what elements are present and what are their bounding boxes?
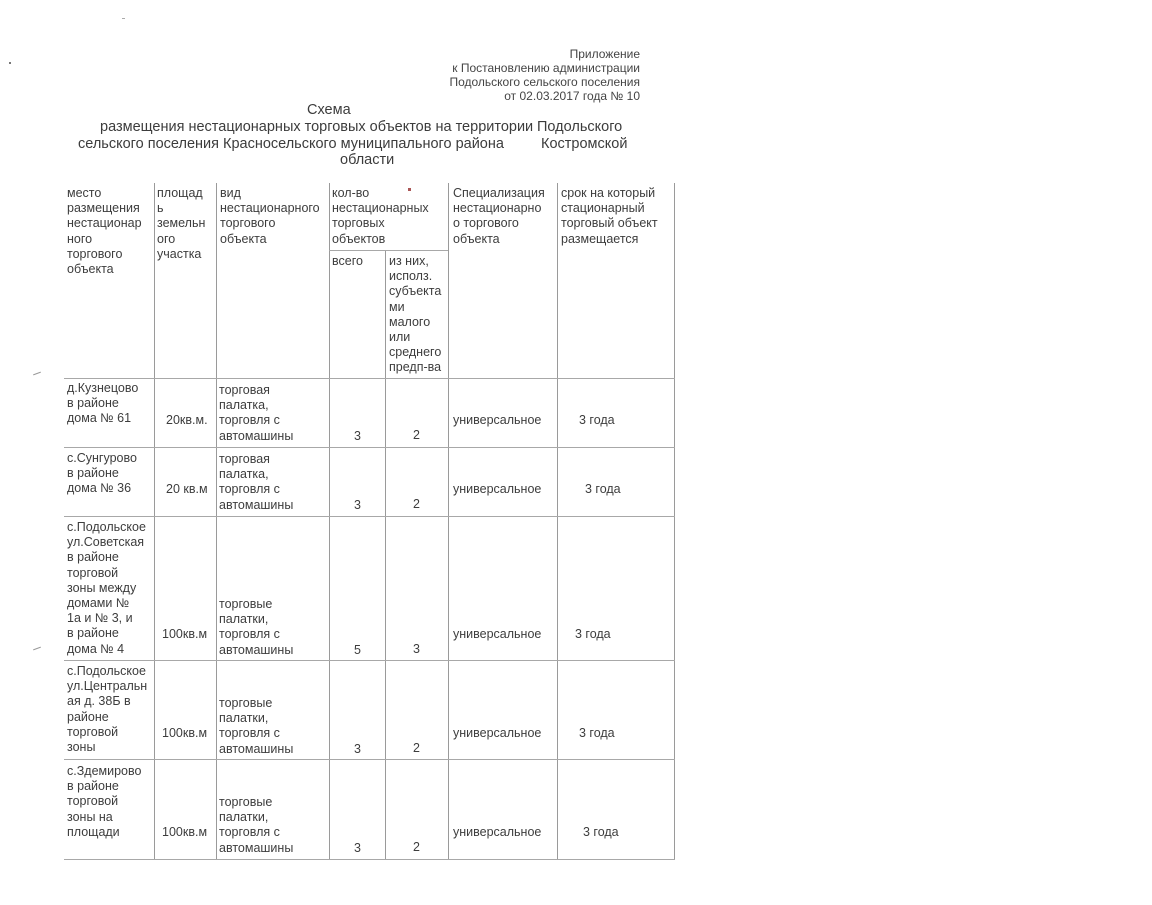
title-line-3b: Костромской (541, 136, 628, 152)
row-area: 100кв.м (162, 825, 208, 839)
row-place: д.Кузнецово в районе дома № 61 (67, 381, 139, 426)
row-term: 3 года (585, 482, 621, 496)
scan-speck (33, 647, 41, 651)
row-specialization: универсальное (453, 482, 542, 496)
row-term: 3 года (579, 413, 615, 427)
row-total: 3 (354, 429, 361, 443)
row-term: 3 года (583, 825, 619, 839)
row-place: с.Сунгурово в районе дома № 36 (67, 451, 137, 496)
header-term: срок на который стационарный торговый объект размещается (561, 186, 658, 246)
row-small: 2 (413, 741, 420, 755)
title-line-2a: размещения нестационарных торговых объектов на территории (100, 119, 534, 135)
row-small: 2 (413, 840, 420, 854)
appendix-line-2: к Постановлению администрации (452, 61, 640, 75)
row-small: 2 (413, 428, 420, 442)
row-type: торговые палатки, торговля с автомашины (219, 597, 294, 657)
scan-speck (9, 62, 11, 64)
header-type: вид нестационарного торгового объекта (220, 186, 320, 246)
header-count-total: всего (332, 254, 363, 268)
row-type: торговая палатка, торговля с автомашины (219, 452, 294, 512)
title-line-2b: Подольского (537, 119, 623, 135)
row-specialization: универсальное (453, 627, 542, 641)
row-total: 3 (354, 841, 361, 855)
row-specialization: универсальное (453, 825, 542, 839)
row-area: 100кв.м (162, 627, 208, 641)
appendix-line-4: от 02.03.2017 года № 10 (504, 89, 640, 103)
row-term: 3 года (579, 726, 615, 740)
row-total: 5 (354, 643, 361, 657)
row-term: 3 года (575, 627, 611, 641)
header-area: площад ь земельн ого участка (157, 186, 206, 261)
row-area: 20 кв.м (166, 482, 208, 496)
row-specialization: универсальное (453, 726, 542, 740)
title-line-3a: сельского поселения Красносельского муниципального района (78, 136, 504, 152)
header-count: кол-во нестационарных торговых объектов (332, 186, 429, 246)
row-small: 3 (413, 642, 420, 656)
row-type: торговая палатка, торговля с автомашины (219, 383, 294, 443)
title-schema: Схема (307, 102, 351, 118)
row-type: торговые палатки, торговля с автомашины (219, 795, 294, 855)
header-place: место размещения нестационар ного торгового объекта (67, 186, 142, 277)
row-small: 2 (413, 497, 420, 511)
scan-speck (33, 372, 41, 376)
row-place: с.Подольское ул.Центральн ая д. 38Б в районе торговой зоны (67, 664, 148, 755)
header-specialization: Специализация нестационарно о торгового объекта (453, 186, 545, 246)
row-specialization: универсальное (453, 413, 542, 427)
appendix-line-1: Приложение (569, 47, 640, 61)
header-count-small: из них, исполз. субъекта ми малого или среднего предп-ва (389, 254, 442, 375)
row-type: торговые палатки, торговля с автомашины (219, 696, 294, 756)
appendix-line-3: Подольского сельского поселения (449, 75, 640, 89)
row-total: 3 (354, 742, 361, 756)
row-place: с.Здемирово в районе торговой зоны на площади (67, 764, 142, 839)
row-place: с.Подольское ул.Советская в районе торговой зоны между домами № 1а и № 3, и в районе дома № 4 (67, 520, 146, 656)
scan-speck (122, 18, 125, 19)
row-area: 20кв.м. (166, 413, 208, 427)
appendix-block (449, 47, 640, 103)
scan-speck (408, 188, 411, 191)
row-area: 100кв.м (162, 726, 208, 740)
row-total: 3 (354, 498, 361, 512)
title-line-4: области (340, 152, 395, 168)
